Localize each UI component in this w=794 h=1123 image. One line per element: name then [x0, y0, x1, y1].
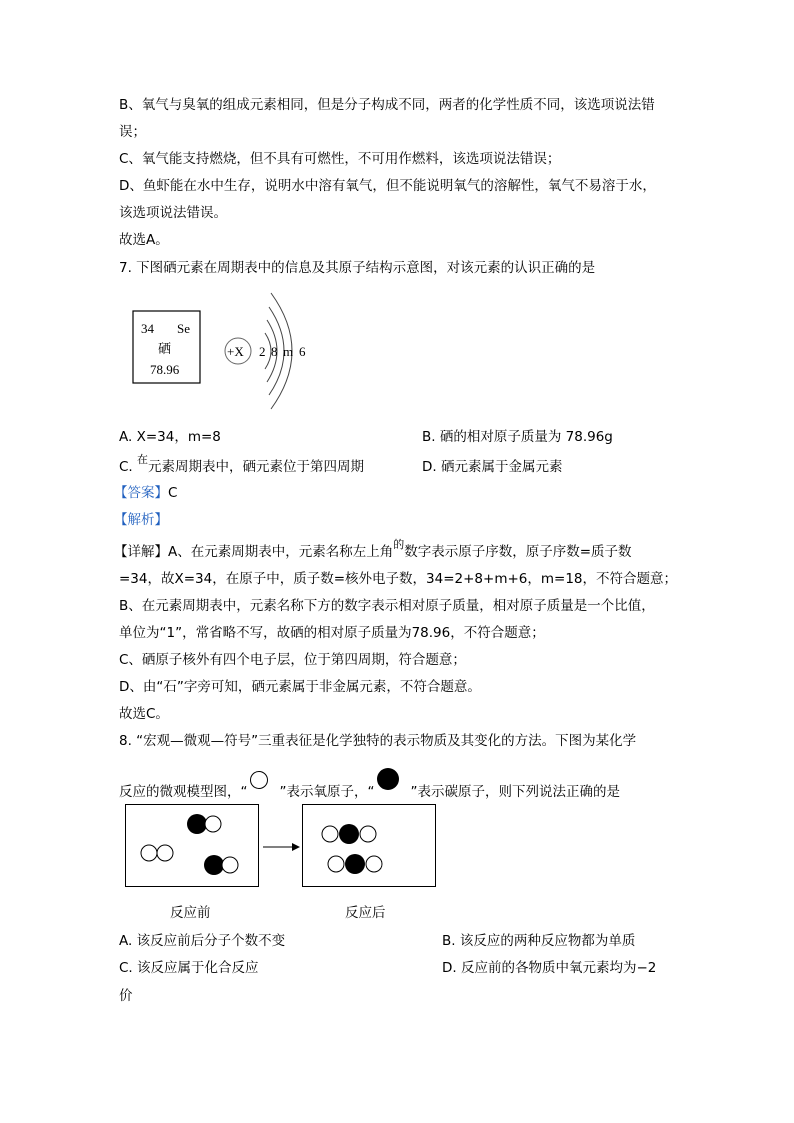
- question-7-stem: 7. 下图硒元素在周期表中的信息及其原子结构示意图，对该元素的认识正确的是: [119, 260, 596, 276]
- text-line: D、鱼虾能在水中生存，说明水中溶有氧气，但不能说明氧气的溶解性，氧气不易溶于水，: [119, 178, 656, 194]
- option-c: C. 该反应属于化合反应: [119, 960, 259, 976]
- reaction-diagram: [120, 800, 440, 892]
- label-before: 反应前: [170, 905, 211, 921]
- question-8-stem: 8. “宏观—微观—符号”三重表征是化学独特的表示物质及其变化的方法。下图为某化学: [119, 733, 637, 749]
- oxygen-atom: [222, 857, 238, 873]
- text-line: B、氧气与臭氧的组成元素相同，但是分子构成不同，两者的化学性质不同，该选项说法错: [119, 97, 655, 113]
- text-line: C、氧气能支持燃烧，但不具有可燃性，不可用作燃料，该选项说法错误；: [119, 151, 561, 167]
- shell-count: 2: [259, 344, 266, 359]
- shell-count: m: [283, 344, 294, 359]
- option-b: B. 该反应的两种反应物都为单质: [442, 933, 636, 949]
- element-symbol: Se: [177, 321, 190, 336]
- detail-line: 故选C。: [119, 706, 169, 722]
- shell-count: 8: [271, 344, 278, 359]
- carbon-atom: [204, 855, 224, 875]
- analysis-label: 【解析】: [114, 512, 168, 528]
- detail-line: C、硒原子核外有四个电子层，位于第四周期，符合题意；: [119, 652, 466, 668]
- arrow-head: [292, 843, 300, 851]
- atom: [328, 856, 344, 872]
- stem-text: ”表示氧原子，“: [279, 784, 375, 800]
- detail-raised: 的: [393, 538, 405, 551]
- atom: [339, 824, 359, 844]
- detail-line: [114, 538, 632, 562]
- option-b: B. 硒的相对原子质量为 78.96g: [422, 429, 613, 445]
- option-c-text: 元素周期表中，硒元素位于第四周期: [148, 459, 365, 475]
- oxygen-atom: [157, 845, 173, 861]
- option-a: A. 该反应前后分子个数不变: [119, 933, 286, 949]
- text-line: 误；: [119, 124, 146, 140]
- atom: [366, 856, 382, 872]
- atomic-number: 34: [141, 321, 154, 336]
- option-c-raised: 在: [137, 453, 149, 466]
- option-d-continued: 价: [119, 988, 133, 1004]
- shell-count: 6: [299, 344, 306, 359]
- option-c-prefix: C.: [119, 459, 138, 475]
- text-line: 该选项说法错误。: [119, 205, 227, 221]
- detail-line: D、由“石”字旁可知，硒元素属于非金属元素，不符合题意。: [119, 679, 481, 695]
- option-c: [119, 453, 365, 477]
- answer-value: C: [168, 485, 178, 501]
- oxygen-atom: [205, 816, 221, 832]
- atom: [322, 826, 338, 842]
- carbon-atom: [187, 814, 207, 834]
- detail-line: =34，故X=34，在原子中，质子数=核外电子数，34=2+8+m+6，m=18，不符合题意；: [119, 571, 678, 587]
- atom: [360, 826, 376, 842]
- selenium-figure: [125, 285, 325, 415]
- detail-text: 数字表示原子序数，原子序数=质子数: [404, 544, 632, 560]
- atom: [345, 854, 365, 874]
- option-d: D. 硒元素属于金属元素: [422, 459, 563, 475]
- text-line: 故选A。: [119, 232, 169, 248]
- stem-text: ”表示碳原子，则下列说法正确的是: [410, 784, 620, 800]
- detail-text: A、在元素周期表中，元素名称左上角: [168, 544, 394, 560]
- detail-line: B、在元素周期表中，元素名称下方的数字表示相对原子质量，相对原子质量是一个比值，: [119, 598, 655, 614]
- after-box: [303, 805, 436, 887]
- answer-label: 【答案】: [114, 485, 168, 501]
- carbon-atom-icon: [377, 768, 399, 790]
- detail-label: 【详解】: [114, 544, 168, 560]
- detail-line: 单位为“1”，常省略不写，故硒的相对原子质量为78.96，不符合题意；: [119, 625, 545, 641]
- label-after: 反应后: [345, 905, 386, 921]
- atomic-mass: 78.96: [150, 362, 180, 377]
- option-d: D. 反应前的各物质中氧元素均为−2: [442, 960, 657, 976]
- answer-line: [114, 484, 177, 502]
- oxygen-atom: [141, 845, 157, 861]
- element-name: 硒: [158, 341, 172, 356]
- question-8-stem-2: [119, 778, 620, 801]
- stem-text: 反应的微观模型图，“: [119, 784, 248, 800]
- nucleus-label: +X: [227, 344, 244, 359]
- option-a: A. X=34，m=8: [119, 429, 221, 445]
- oxygen-atom-icon: [250, 771, 268, 789]
